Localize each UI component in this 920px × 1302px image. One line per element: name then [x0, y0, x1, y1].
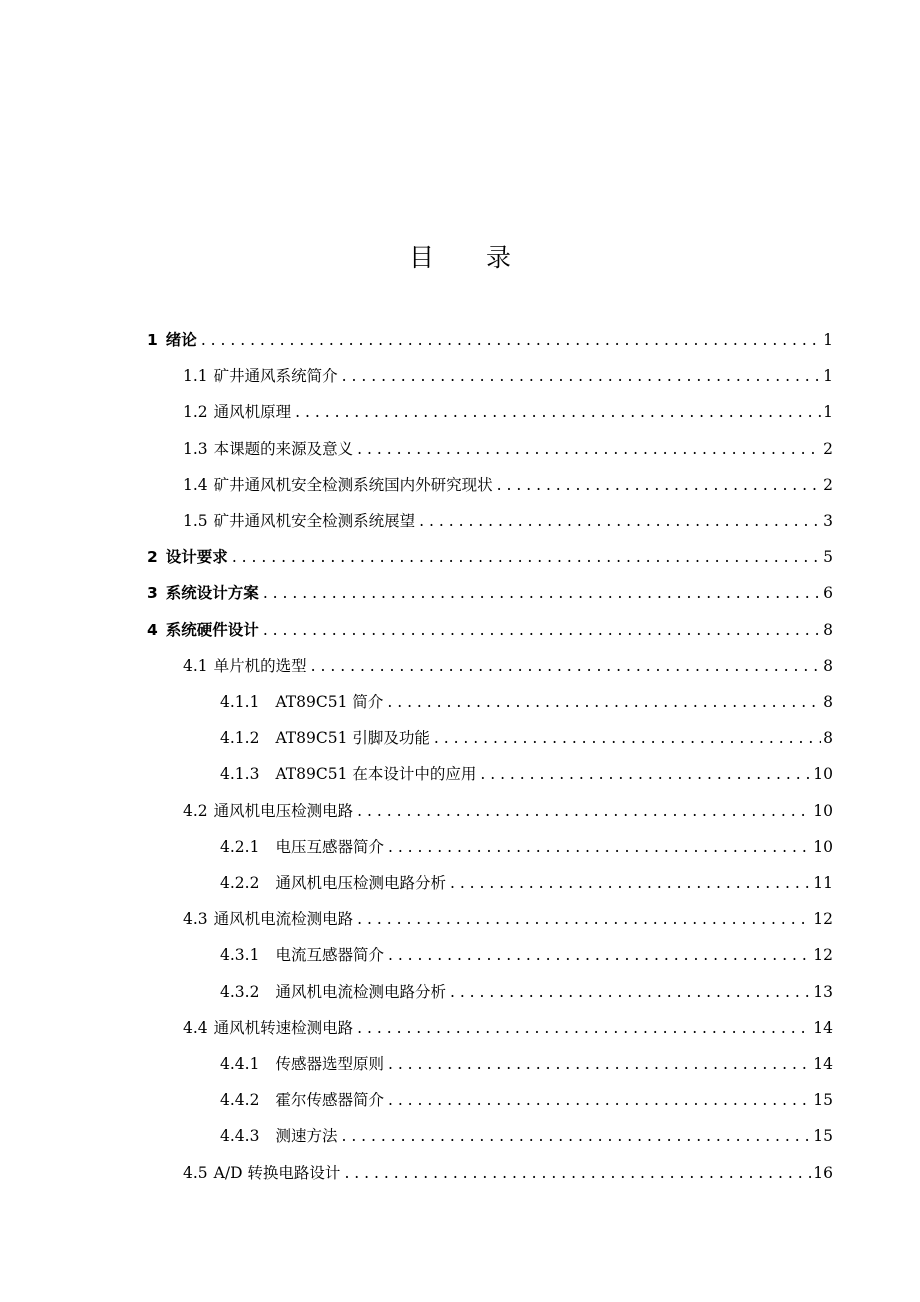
toc-entry-number: 4.2.1 [220, 837, 260, 856]
toc-entry[interactable] [183, 503, 833, 539]
toc-entry-number: 4.4 [183, 1018, 208, 1037]
toc-entry-label [183, 358, 342, 394]
toc-entry-number: 4 [147, 620, 158, 639]
toc-entry[interactable] [220, 1118, 833, 1154]
toc-page-number: 14 [813, 1055, 833, 1073]
toc-entry-number: 1.2 [183, 403, 208, 422]
toc-entry[interactable] [147, 322, 833, 358]
toc-dot-leader [497, 467, 821, 503]
toc-dot-leader [263, 575, 821, 611]
toc-entry-label [183, 1155, 344, 1191]
toc-page-number: 16 [813, 1163, 833, 1182]
toc-entry-label [183, 431, 357, 467]
toc-entry-title: 传感器选型原则 [275, 1055, 384, 1073]
toc-entry-number: 4.4.3 [220, 1127, 260, 1146]
toc-entry[interactable] [220, 720, 833, 756]
toc-page-number: 10 [813, 765, 833, 784]
toc-page-number: 8 [823, 729, 833, 748]
toc-dot-leader [388, 1046, 811, 1082]
toc-entry[interactable] [220, 865, 833, 901]
toc-page-number: 12 [813, 910, 833, 929]
toc-dot-leader [342, 358, 821, 394]
toc-entry-number: 4.3.2 [220, 982, 260, 1001]
toc-dot-leader [450, 865, 811, 901]
toc-page-number: 15 [813, 1127, 833, 1146]
toc-entry[interactable] [220, 1082, 833, 1118]
toc-page-number: 13 [813, 982, 833, 1001]
toc-entry-title: 电流互感器简介 [275, 946, 384, 965]
toc-entry-title: 矿井通风机安全检测系统国内外研究现状 [213, 475, 493, 494]
toc-entry-title: 通风机原理 [213, 403, 292, 422]
toc-entry-label [220, 865, 450, 901]
toc-entry-title: 通风机转速检测电路 [213, 1018, 354, 1037]
page-title: 目录 [408, 243, 563, 272]
toc-page-number: 3 [823, 512, 833, 530]
toc-dot-leader [388, 829, 811, 865]
toc-entry[interactable] [147, 575, 833, 611]
toc-dot-leader [357, 1010, 811, 1046]
toc-page-number: 8 [823, 656, 833, 675]
toc-page-number: 15 [813, 1091, 833, 1110]
toc-entry-label [220, 1118, 341, 1154]
toc-entry-number: 1.5 [183, 512, 208, 530]
toc-entry[interactable] [183, 648, 833, 684]
toc-entry-label [220, 1082, 388, 1118]
toc-entry-label [220, 684, 387, 720]
toc-entry[interactable] [183, 1010, 833, 1046]
toc-entry-title: 通风机电压检测电路分析 [275, 874, 446, 892]
toc-entry-title: 绪论 [165, 331, 197, 349]
toc-entry-label [183, 394, 295, 430]
toc-entry-number: 1.1 [183, 367, 208, 386]
toc-entry-number: 3 [147, 584, 158, 603]
toc-page-number: 2 [823, 439, 833, 458]
toc-page-number: 10 [813, 837, 833, 856]
toc-page-number: 6 [823, 584, 833, 603]
toc-entry-title: 单片机的选型 [213, 656, 307, 675]
toc-entry-number: 4.1.2 [220, 729, 260, 748]
toc-entry-number: 1.3 [183, 439, 208, 458]
toc-entry-label [220, 829, 388, 865]
toc-dot-leader [387, 684, 821, 720]
toc-dot-leader [480, 756, 811, 792]
toc-entry-label [220, 974, 450, 1010]
toc-entry-label [220, 720, 434, 756]
toc-entry-label [183, 1010, 357, 1046]
toc-dot-leader [388, 937, 811, 973]
toc-entry[interactable] [183, 358, 833, 394]
toc-page-number: 11 [813, 874, 833, 892]
toc-dot-leader [295, 394, 821, 430]
toc-entry-label [220, 1046, 388, 1082]
toc-entry-label [147, 322, 201, 358]
toc-entry[interactable] [147, 539, 833, 575]
toc-entry-title: 本课题的来源及意义 [213, 439, 354, 458]
toc-entry[interactable] [220, 1046, 833, 1082]
toc-entry-title: 通风机电流检测电路分析 [275, 982, 446, 1001]
toc-dot-leader [419, 503, 821, 539]
toc-entry-number: 1 [147, 331, 158, 349]
toc-entry-title: 系统硬件设计 [165, 620, 259, 639]
toc-entry-title: 通风机电压检测电路 [213, 801, 354, 820]
toc-page-number: 12 [813, 946, 833, 965]
toc-entry-label [220, 937, 388, 973]
toc-entry-title: 霍尔传感器简介 [275, 1091, 384, 1110]
toc-entry-number: 1.4 [183, 475, 208, 494]
toc-entry[interactable] [220, 829, 833, 865]
toc-entry-label [183, 467, 497, 503]
toc-dot-leader [388, 1082, 811, 1118]
toc-entry-label [220, 756, 480, 792]
toc-page-number: 5 [823, 548, 833, 567]
toc-dot-leader [232, 539, 821, 575]
toc-entry-title: 通风机电流检测电路 [213, 910, 354, 929]
toc-entry-title: 矿井通风机安全检测系统展望 [213, 512, 416, 530]
toc-page-number: 14 [813, 1018, 833, 1037]
toc-entry-number: 4.1.1 [220, 693, 260, 711]
toc-page-number: 2 [823, 475, 833, 494]
toc-dot-leader [450, 974, 811, 1010]
toc-dot-leader [341, 1118, 811, 1154]
toc-entry-number: 4.4.2 [220, 1091, 260, 1110]
toc-entry[interactable] [183, 901, 833, 937]
toc-entry[interactable] [183, 431, 833, 467]
toc-entry-title: AT89C51 简介 [275, 693, 384, 711]
toc-entry-number: 4.3.1 [220, 946, 260, 965]
toc-entry-title: 矿井通风系统简介 [213, 367, 338, 386]
toc-dot-leader [263, 612, 821, 648]
toc-entry-label [147, 612, 263, 648]
toc-page-number: 8 [823, 620, 833, 639]
toc-entry-number: 2 [147, 548, 158, 567]
toc-entry[interactable] [183, 394, 833, 430]
toc-entry[interactable] [220, 974, 833, 1010]
toc-entry-number: 4.1 [183, 656, 208, 675]
toc-entry-label [183, 901, 357, 937]
toc-page-number: 1 [823, 403, 833, 422]
toc-entry-number: 4.5 [183, 1163, 208, 1182]
toc-entry-number: 4.1.3 [220, 765, 260, 784]
toc-entry-label [183, 503, 419, 539]
toc-entry-title: 系统设计方案 [165, 584, 259, 603]
toc-entry-title: 测速方法 [275, 1127, 338, 1146]
toc-entry-title: 设计要求 [165, 548, 228, 567]
toc-entry[interactable] [220, 684, 833, 720]
toc-entry[interactable] [220, 756, 833, 792]
toc-dot-leader [357, 901, 811, 937]
toc-entry-label [183, 648, 311, 684]
toc-dot-leader [434, 720, 821, 756]
toc-entry[interactable] [183, 1155, 833, 1191]
toc-entry-title: 电压互感器简介 [275, 837, 384, 856]
toc-entry-number: 4.2 [183, 801, 208, 820]
toc-entry-title: A/D 转换电路设计 [213, 1163, 341, 1182]
toc-dot-leader [344, 1155, 811, 1191]
toc-dot-leader [201, 322, 821, 358]
toc-dot-leader [357, 793, 811, 829]
toc-page-number: 1 [823, 331, 833, 349]
toc-dot-leader [357, 431, 821, 467]
toc-page-number: 1 [823, 367, 833, 386]
toc-entry-title: AT89C51 在本设计中的应用 [275, 765, 477, 784]
toc-entry[interactable] [147, 612, 833, 648]
toc-page-number: 8 [823, 693, 833, 711]
toc-entry[interactable] [220, 937, 833, 973]
toc-entry[interactable] [183, 467, 833, 503]
toc-entry-number: 4.3 [183, 910, 208, 929]
toc-page-number: 10 [813, 801, 833, 820]
toc-dot-leader [311, 648, 821, 684]
toc-entry-label [147, 539, 232, 575]
toc-entry-title: AT89C51 引脚及功能 [275, 729, 430, 748]
toc-entry-label [147, 575, 263, 611]
toc-entry-label [183, 793, 357, 829]
toc-entry[interactable] [183, 793, 833, 829]
toc-entry-number: 4.2.2 [220, 874, 260, 892]
toc-entry-number: 4.4.1 [220, 1055, 260, 1073]
